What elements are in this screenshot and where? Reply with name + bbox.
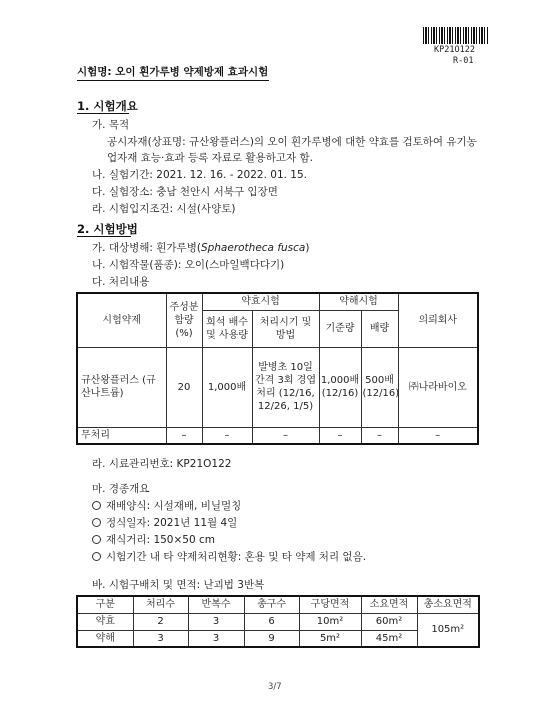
experiment-location: 다. 실험장소: 충남 천안시 서북구 입장면 <box>92 186 278 198</box>
site-condition: 라. 시험입지조건: 시설(사양토) <box>92 203 236 215</box>
cultivation-item: 재배양식: 시설재배, 비닐멀칭 <box>92 498 241 513</box>
header-dilution: 희석 배수 및 사용량 <box>202 310 252 347</box>
document-code: KP21O122 <box>434 45 475 55</box>
plot-heading: 바. 시험구배치 및 면적: 난괴법 3반복 <box>92 579 265 591</box>
experiment-period: 나. 실험기간: 2021. 12. 16. - 2022. 01. 15. <box>92 169 307 181</box>
plot-cell: 9 <box>244 630 299 647</box>
row2-double: – <box>361 427 398 444</box>
header-content: 주성분 함량 (%) <box>166 293 202 347</box>
row2-company: – <box>398 427 478 444</box>
row2-standard: – <box>319 427 361 444</box>
treatment-table <box>76 292 479 445</box>
circle-bullet-icon <box>92 535 101 544</box>
row2-content: – <box>166 427 202 444</box>
title-underline <box>77 80 269 81</box>
plot-cell: 6 <box>244 613 299 630</box>
barcode <box>423 27 488 44</box>
cultivation-item: 재식거리: 150×50 cm <box>92 532 215 547</box>
circle-bullet-icon <box>92 552 101 561</box>
section-1-heading: 1. 시험개요 <box>77 99 138 113</box>
header-phytotoxicity: 약해시험 <box>319 293 398 310</box>
sample-number: 라. 시료관리번호: KP21O122 <box>92 458 232 470</box>
row1-company: ㈜나라바이오 <box>398 347 478 427</box>
plot-cell: 3 <box>133 630 188 647</box>
plot-cell: 약효 <box>77 613 133 630</box>
header-timing: 처리시기 및 방법 <box>252 310 319 347</box>
row1-dilution: 1,000배 <box>202 347 252 427</box>
plot-header: 반복수 <box>188 596 244 613</box>
plot-total-area: 105m² <box>417 613 479 647</box>
plot-cell: 2 <box>133 613 188 630</box>
plot-cell: 45m² <box>361 630 417 647</box>
row1-content: 20 <box>166 347 202 427</box>
section-1-underline <box>77 113 129 114</box>
header-standard-rate: 기준량 <box>319 310 361 347</box>
purpose-line-2: 업자재 효능·효과 등록 자료로 활용하고자 함. <box>107 152 313 164</box>
row2-material: 무처리 <box>77 427 166 444</box>
header-efficacy: 약효시험 <box>202 293 319 310</box>
section-2-underline <box>77 236 131 237</box>
cultivation-heading: 마. 경종개요 <box>92 483 150 495</box>
plot-cell: 10m² <box>299 613 361 630</box>
row2-timing: – <box>252 427 319 444</box>
plot-header: 총구수 <box>244 596 299 613</box>
plot-cell: 3 <box>188 613 244 630</box>
document-title: 시험명: 오이 흰가루병 약제방제 효과시험 <box>77 66 269 78</box>
plot-cell: 60m² <box>361 613 417 630</box>
circle-bullet-icon <box>92 501 101 510</box>
circle-bullet-icon <box>92 518 101 527</box>
purpose-label: 가. 목적 <box>92 119 130 131</box>
plot-cell: 3 <box>188 630 244 647</box>
section-2-heading: 2. 시험방법 <box>77 222 138 236</box>
purpose-line-1: 공시자재(상표명: 규산왕플러스)의 오이 흰가루병에 대한 약효를 검토하여 유기농 <box>107 136 477 148</box>
test-crop: 나. 시험작물(품종): 오이(스마일백다다기) <box>92 259 285 271</box>
row1-standard: 1,000배 (12/16) <box>319 347 361 427</box>
page-number: 3/7 <box>268 682 282 692</box>
revision-code: R-01 <box>453 56 474 66</box>
plot-header: 총소요면적 <box>417 596 479 613</box>
plot-table <box>76 595 480 648</box>
plot-cell: 5m² <box>299 630 361 647</box>
plot-header: 소요면적 <box>361 596 417 613</box>
header-company: 의뢰회사 <box>398 293 478 347</box>
plot-header: 구분 <box>77 596 133 613</box>
plot-cell: 약해 <box>77 630 133 647</box>
row1-material: 규산왕플러스 (규산나트륨) <box>77 347 166 427</box>
row1-double: 500배 (12/16) <box>361 347 398 427</box>
header-material: 시험약제 <box>77 293 166 347</box>
header-double-rate: 배량 <box>361 310 398 347</box>
target-disease: 가. 대상병해: 흰가루병(Sphaerotheca fusca) <box>92 242 310 254</box>
cultivation-item: 시험기간 내 타 약제처리현황: 혼용 및 타 약제 처리 없음. <box>92 549 366 564</box>
plot-header: 구당면적 <box>299 596 361 613</box>
plot-header: 처리수 <box>133 596 188 613</box>
row2-dilution: – <box>202 427 252 444</box>
row1-timing: 발병초 10일간격 3회 경엽처리 (12/16, 12/26, 1/5) <box>252 347 319 427</box>
treatment-label: 다. 처리내용 <box>92 276 150 288</box>
cultivation-item: 정식일자: 2021년 11월 4일 <box>92 515 237 530</box>
